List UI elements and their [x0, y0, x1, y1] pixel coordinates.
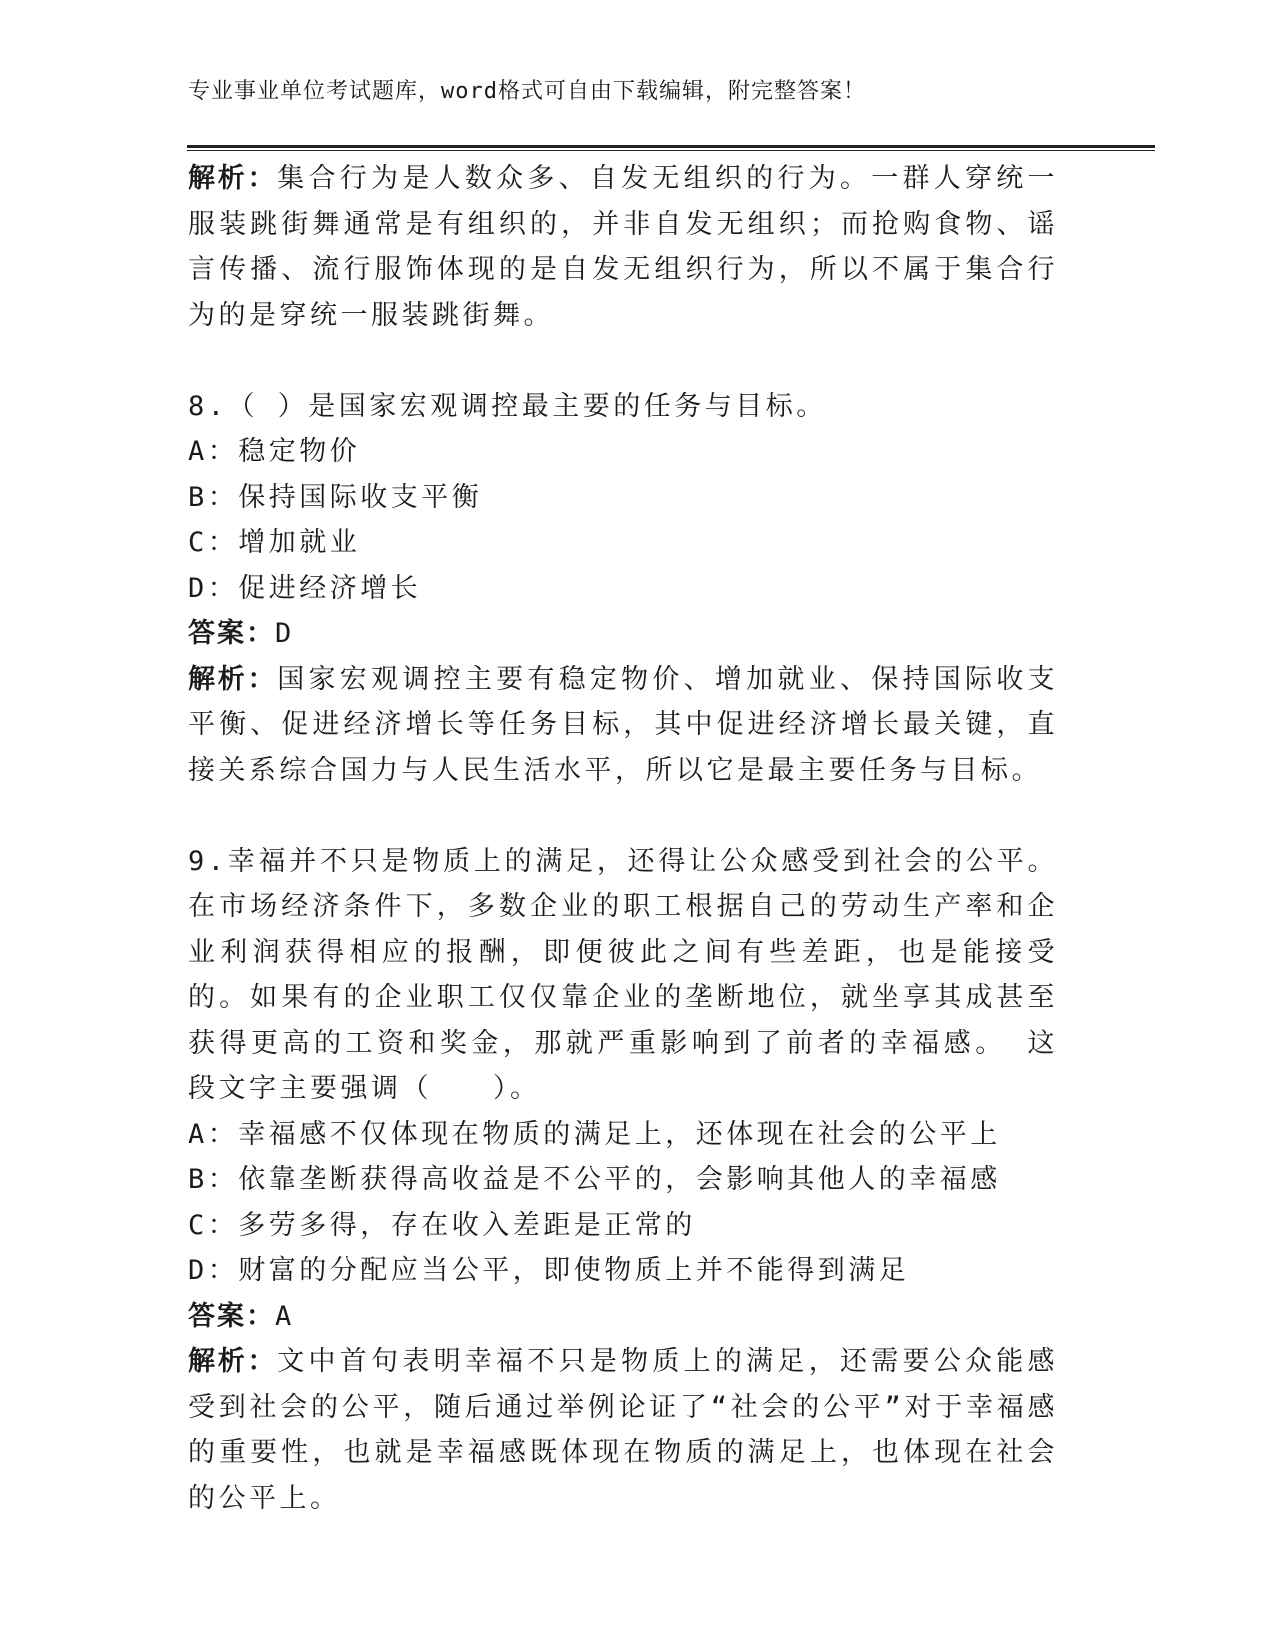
option-c: C：增加就业	[188, 527, 361, 558]
option-b: B：依靠垄断获得高收益是不公平的，会影响其他人的幸福感	[188, 1164, 1001, 1195]
question-8	[188, 384, 1058, 794]
header-rule-thick	[187, 145, 1155, 148]
answer-value: D	[275, 618, 295, 649]
analysis-text: 国家宏观调控主要有稳定物价、增加就业、保持国际收支平衡、促进经济增长等任务目标，其中促进经济增长最关键，直接关系综合国力与人民生活水平，所以它是最主要任务与目标。	[188, 663, 1059, 786]
option-a: A：稳定物价	[188, 436, 361, 467]
page-header: 专业事业单位考试题库，word格式可自由下载编辑，附完整答案！	[188, 79, 866, 104]
answer-value: A	[275, 1300, 295, 1332]
analysis-label: 解析：	[188, 1346, 278, 1377]
document-body	[188, 156, 1058, 1521]
analysis-text: 文中首句表明幸福不只是物质上的满足，还需要公众能感受到社会的公平，随后通过举例论证了“社会的公平”对于幸福感的重要性，也就是幸福感既体现在物质的满足上，也体现在社会的公平上。	[188, 1346, 1059, 1514]
answer-line	[188, 611, 1058, 657]
analysis-paragraph	[188, 657, 1058, 794]
question-stem: 9.幸福并不只是物质上的满足，还得让公众感受到社会的公平。在市场经济条件下，多数企业的职工根据自己的劳动生产率和企业利润获得相应的报酬，即便彼此之间有些差距，也是能接受的。如果有的企业职工仅仅靠企业的垄断地位，就坐享其成甚至获得更高的工资和奖金，那就严重影响到了前者的幸福感。 这段文字主要强调（ ）。	[188, 845, 1058, 1104]
header-rule-thin	[187, 150, 1155, 151]
analysis-label: 解析：	[188, 163, 278, 194]
option-c: C：多劳多得，存在收入差距是正常的	[188, 1209, 696, 1241]
spacer	[188, 338, 1058, 384]
option-b: B：保持国际收支平衡	[188, 481, 483, 513]
option-d: D：促进经济增长	[188, 572, 422, 604]
answer-label: 答案：	[188, 618, 275, 649]
option-d: D：财富的分配应当公平，即使物质上并不能得到满足	[188, 1255, 910, 1286]
analysis-label: 解析：	[188, 663, 278, 695]
option-a: A：幸福感不仅体现在物质的满足上，还体现在社会的公平上	[188, 1118, 1001, 1150]
prev-analysis	[188, 156, 1058, 338]
question-stem: 8.（ ）是国家宏观调控最主要的任务与目标。	[188, 390, 827, 422]
question-9	[188, 839, 1058, 1522]
spacer	[188, 793, 1058, 839]
analysis-paragraph	[188, 1339, 1058, 1521]
answer-label: 答案：	[188, 1300, 275, 1332]
analysis-text: 集合行为是人数众多、自发无组织的行为。一群人穿统一服装跳街舞通常是有组织的，并非自发无组织；而抢购食物、谣言传播、流行服饰体现的是自发无组织行为，所以不属于集合行为的是穿统一服装跳街舞。	[188, 163, 1059, 331]
answer-line	[188, 1294, 1058, 1340]
